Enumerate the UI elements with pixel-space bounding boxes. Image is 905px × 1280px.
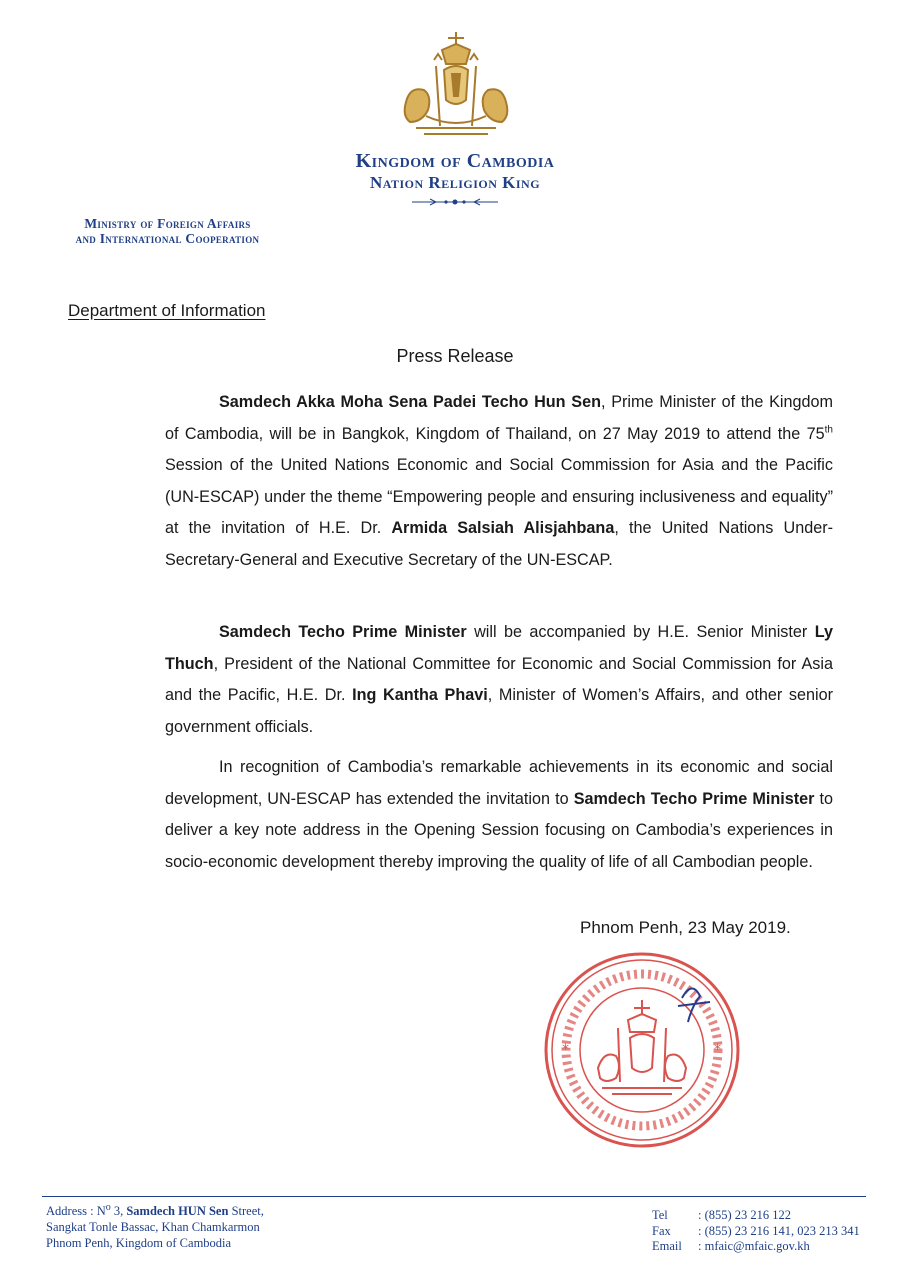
department-label: Department of Information [68,301,266,320]
ministry-line-1: Ministry of Foreign Affairs [84,216,251,231]
p2-text-a: will be accompanied by H.E. Senior Minister [466,623,815,641]
fax-value: : (855) 23 216 141, 023 213 341 [698,1223,860,1238]
fax-row [652,1224,860,1240]
address-street-name: Samdech HUN Sen [126,1204,229,1218]
address-street-suffix: Street, [228,1204,264,1218]
p1-text-c: , the United Nations Under-Secretary-General and Executive Secretary of the UN-ESCAP. [165,519,834,569]
address-label: Address : N [46,1204,106,1218]
kingdom-heading [300,150,610,194]
pm-title: Samdech Techo Prime Minister [219,623,467,641]
address-line-3: Phnom Penh, Kingdom of Cambodia [46,1236,232,1250]
p2-text-c: , Minister of Women’s Affairs, and other senior government officials. [165,686,833,736]
paragraph-3 [165,752,833,878]
royal-coat-of-arms-icon [396,30,516,142]
address-number-sup: o [105,1201,111,1213]
p1-text-a: , Prime Minister of the Kingdom of Cambodia, will be in Bangkok, Kingdom of Thailand, on 27 May 2019 to attend the 75 [165,393,833,443]
svg-text:*: * [714,1042,721,1058]
ministry-heading [30,216,305,246]
address-number: 3, [110,1204,127,1218]
email-value: : mfaic@mfaic.gov.kh [698,1239,810,1253]
p2-text-b: , President of the National Committee for Economic and Social Commission for Asia and the Pacific, H.E. Dr. [165,654,833,704]
fax-label: Fax [652,1223,671,1238]
press-release-title [0,346,905,367]
paragraph-1 [165,387,833,576]
footer-divider [42,1196,866,1197]
footer-contact [652,1208,860,1255]
ministry-line-2: and International Cooperation [75,231,260,246]
senior-minister-name: Ly Thuch [165,623,833,673]
tel-row [652,1208,860,1224]
paragraph-2 [165,617,833,743]
kingdom-title: Kingdom of Cambodia [355,150,555,172]
p3-text-a: In recognition of Cambodia’s remarkable achievements in its economic and social development, UN-ESCAP has extended the invitation to [165,758,833,808]
tel-value: : (855) 23 216 122 [698,1208,792,1222]
address-line-2: Sangkat Tonle Bassac, Khan Chamkarmon [46,1220,260,1234]
email-row [652,1239,860,1255]
pm-title-2: Samdech Techo Prime Minister [573,789,815,808]
address-line-1 [46,1203,264,1219]
svg-text:*: * [562,1042,569,1058]
ornament-divider-icon [410,196,500,208]
women-minister-name: Ing Kantha Phavi [352,686,488,704]
tel-label: Tel [652,1208,668,1222]
national-motto: Nation Religion King [369,173,541,192]
title-text: Press Release [396,346,514,366]
p1-ordinal: th [824,424,833,436]
p1-text-b: Session of the United Nations Economic and Social Commission for Asia and the Pacific (UN-ESCAP) under the theme “Empowering people and ensuring inclusiveness and equality” at the invitation of H.E. Dr. [165,456,833,537]
email-label: Email [652,1239,682,1253]
footer-address [46,1203,264,1251]
escap-secretary-name: Armida Salsiah Alisjahbana [391,519,615,537]
p3-text-b: to deliver a key note address in the Opening Session focusing on Cambodia’s experiences in socio-economic development thereby improving the quality of life of all Cambodian people. [165,789,833,871]
place-and-date: Phnom Penh, 23 May 2019. [580,918,791,937]
ministry-seal-stamp-icon [542,950,742,1150]
pm-full-name: Samdech Akka Moha Sena Padei Techo Hun Sen [219,393,601,411]
